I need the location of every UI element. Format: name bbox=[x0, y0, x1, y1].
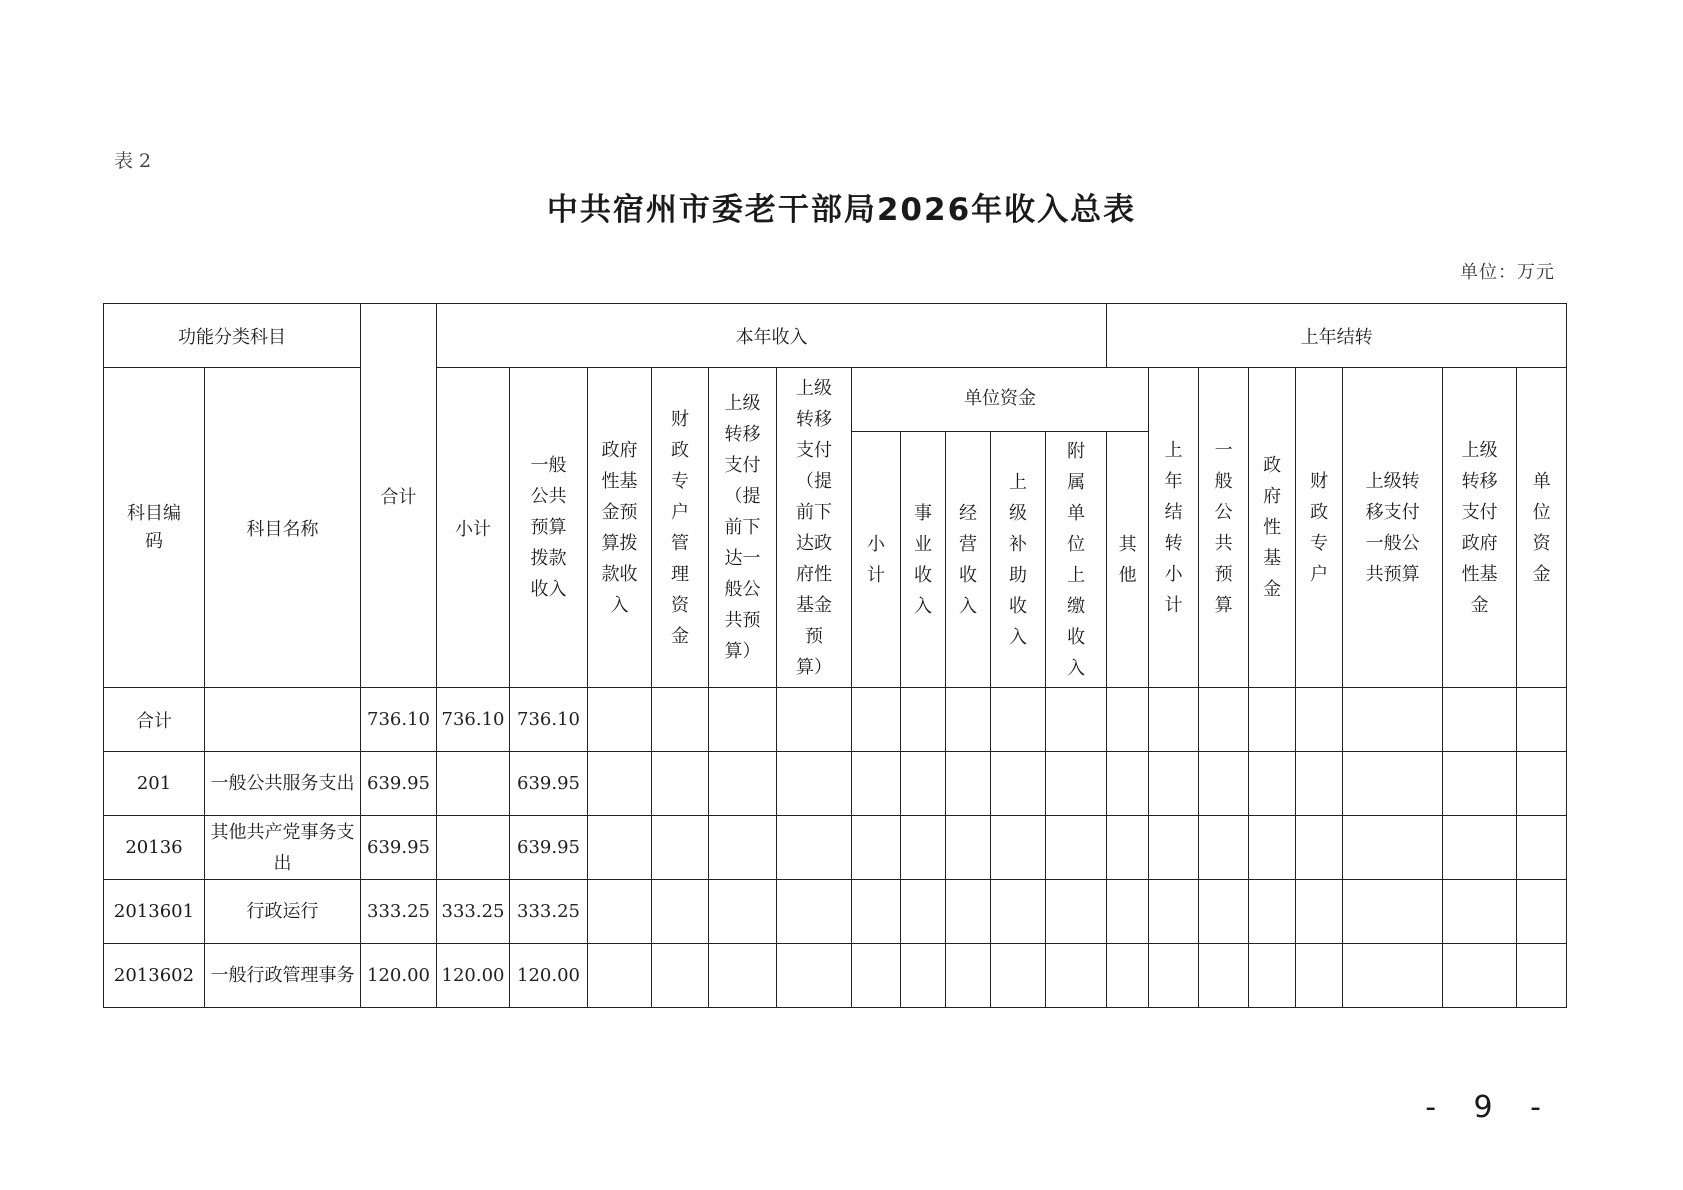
row-general: 120.00 bbox=[510, 944, 588, 1008]
header-co-general: 一般公共预算 bbox=[1199, 368, 1249, 688]
row-name: 行政运行 bbox=[205, 880, 361, 944]
header-ty-subtotal: 小计 bbox=[437, 368, 510, 688]
row-code: 2013601 bbox=[104, 880, 205, 944]
row-name bbox=[205, 688, 361, 752]
row-general: 639.95 bbox=[510, 816, 588, 880]
page-title: 中共宿州市委老干部局2026年收入总表 bbox=[546, 192, 1137, 228]
row-name: 一般公共服务支出 bbox=[205, 752, 361, 816]
header-unit-funds: 单位资金 bbox=[852, 368, 1149, 432]
header-co-transfer-fund: 上级转移支付政府性基金 bbox=[1443, 368, 1517, 688]
header-co-transfer-general: 上级转移支付一般公共预算 bbox=[1343, 368, 1443, 688]
header-uf-subsidy: 上级补助收入 bbox=[991, 432, 1046, 688]
row-general: 736.10 bbox=[510, 688, 588, 752]
row-total: 736.10 bbox=[361, 688, 437, 752]
header-carryover: 上年结转 bbox=[1107, 304, 1567, 368]
row-subtotal: 736.10 bbox=[437, 688, 510, 752]
header-uf-operating: 经营收入 bbox=[946, 432, 991, 688]
row-general: 639.95 bbox=[510, 752, 588, 816]
row-name: 一般行政管理事务 bbox=[205, 944, 361, 1008]
row-subtotal: 333.25 bbox=[437, 880, 510, 944]
header-uf-other: 其他 bbox=[1107, 432, 1149, 688]
unit-label: 单位：万元 bbox=[1460, 262, 1555, 283]
row-subtotal: 120.00 bbox=[437, 944, 510, 1008]
header-uf-subtotal: 小计 bbox=[852, 432, 901, 688]
header-uf-affiliated: 附属单位上缴收入 bbox=[1046, 432, 1107, 688]
header-ty-fund: 政府性基金预算拨款收入 bbox=[588, 368, 652, 688]
row-code: 201 bbox=[104, 752, 205, 816]
header-uf-business: 事业收入 bbox=[901, 432, 946, 688]
header-ty-special: 财政专户管理资金 bbox=[652, 368, 709, 688]
header-code: 科目编码 bbox=[104, 368, 205, 688]
header-total: 合计 bbox=[361, 304, 437, 688]
header-ty-transfer-fund: 上级转移支付（提前下达政府性基金预算） bbox=[777, 368, 852, 688]
table-row bbox=[104, 816, 1567, 880]
row-total: 333.25 bbox=[361, 880, 437, 944]
header-co-unit-funds: 单位资金 bbox=[1517, 368, 1567, 688]
header-this-year: 本年收入 bbox=[437, 304, 1107, 368]
row-name: 其他共产党事务支出 bbox=[205, 816, 361, 880]
row-code: 合计 bbox=[104, 688, 205, 752]
table-row bbox=[104, 944, 1567, 1008]
table-row bbox=[104, 688, 1567, 752]
header-co-special: 财政专户 bbox=[1296, 368, 1343, 688]
table-row bbox=[104, 752, 1567, 816]
row-code: 2013602 bbox=[104, 944, 205, 1008]
header-ty-general: 一般公共预算拨款收入 bbox=[510, 368, 588, 688]
row-total: 639.95 bbox=[361, 752, 437, 816]
header-co-fund: 政府性基金 bbox=[1249, 368, 1296, 688]
row-subtotal bbox=[437, 816, 510, 880]
row-subtotal bbox=[437, 752, 510, 816]
page-number: - 9 - bbox=[1425, 1090, 1555, 1125]
header-func-class: 功能分类科目 bbox=[104, 304, 361, 368]
header-name: 科目名称 bbox=[205, 368, 361, 688]
row-total: 639.95 bbox=[361, 816, 437, 880]
table-row bbox=[104, 880, 1567, 944]
row-general: 333.25 bbox=[510, 880, 588, 944]
header-ty-transfer-general: 上级转移支付（提前下达一般公共预算） bbox=[709, 368, 777, 688]
row-code: 20136 bbox=[104, 816, 205, 880]
row-total: 120.00 bbox=[361, 944, 437, 1008]
table-label: 表 2 bbox=[114, 150, 152, 172]
income-summary-table bbox=[103, 303, 1567, 1008]
header-co-subtotal: 上年结转小计 bbox=[1149, 368, 1199, 688]
